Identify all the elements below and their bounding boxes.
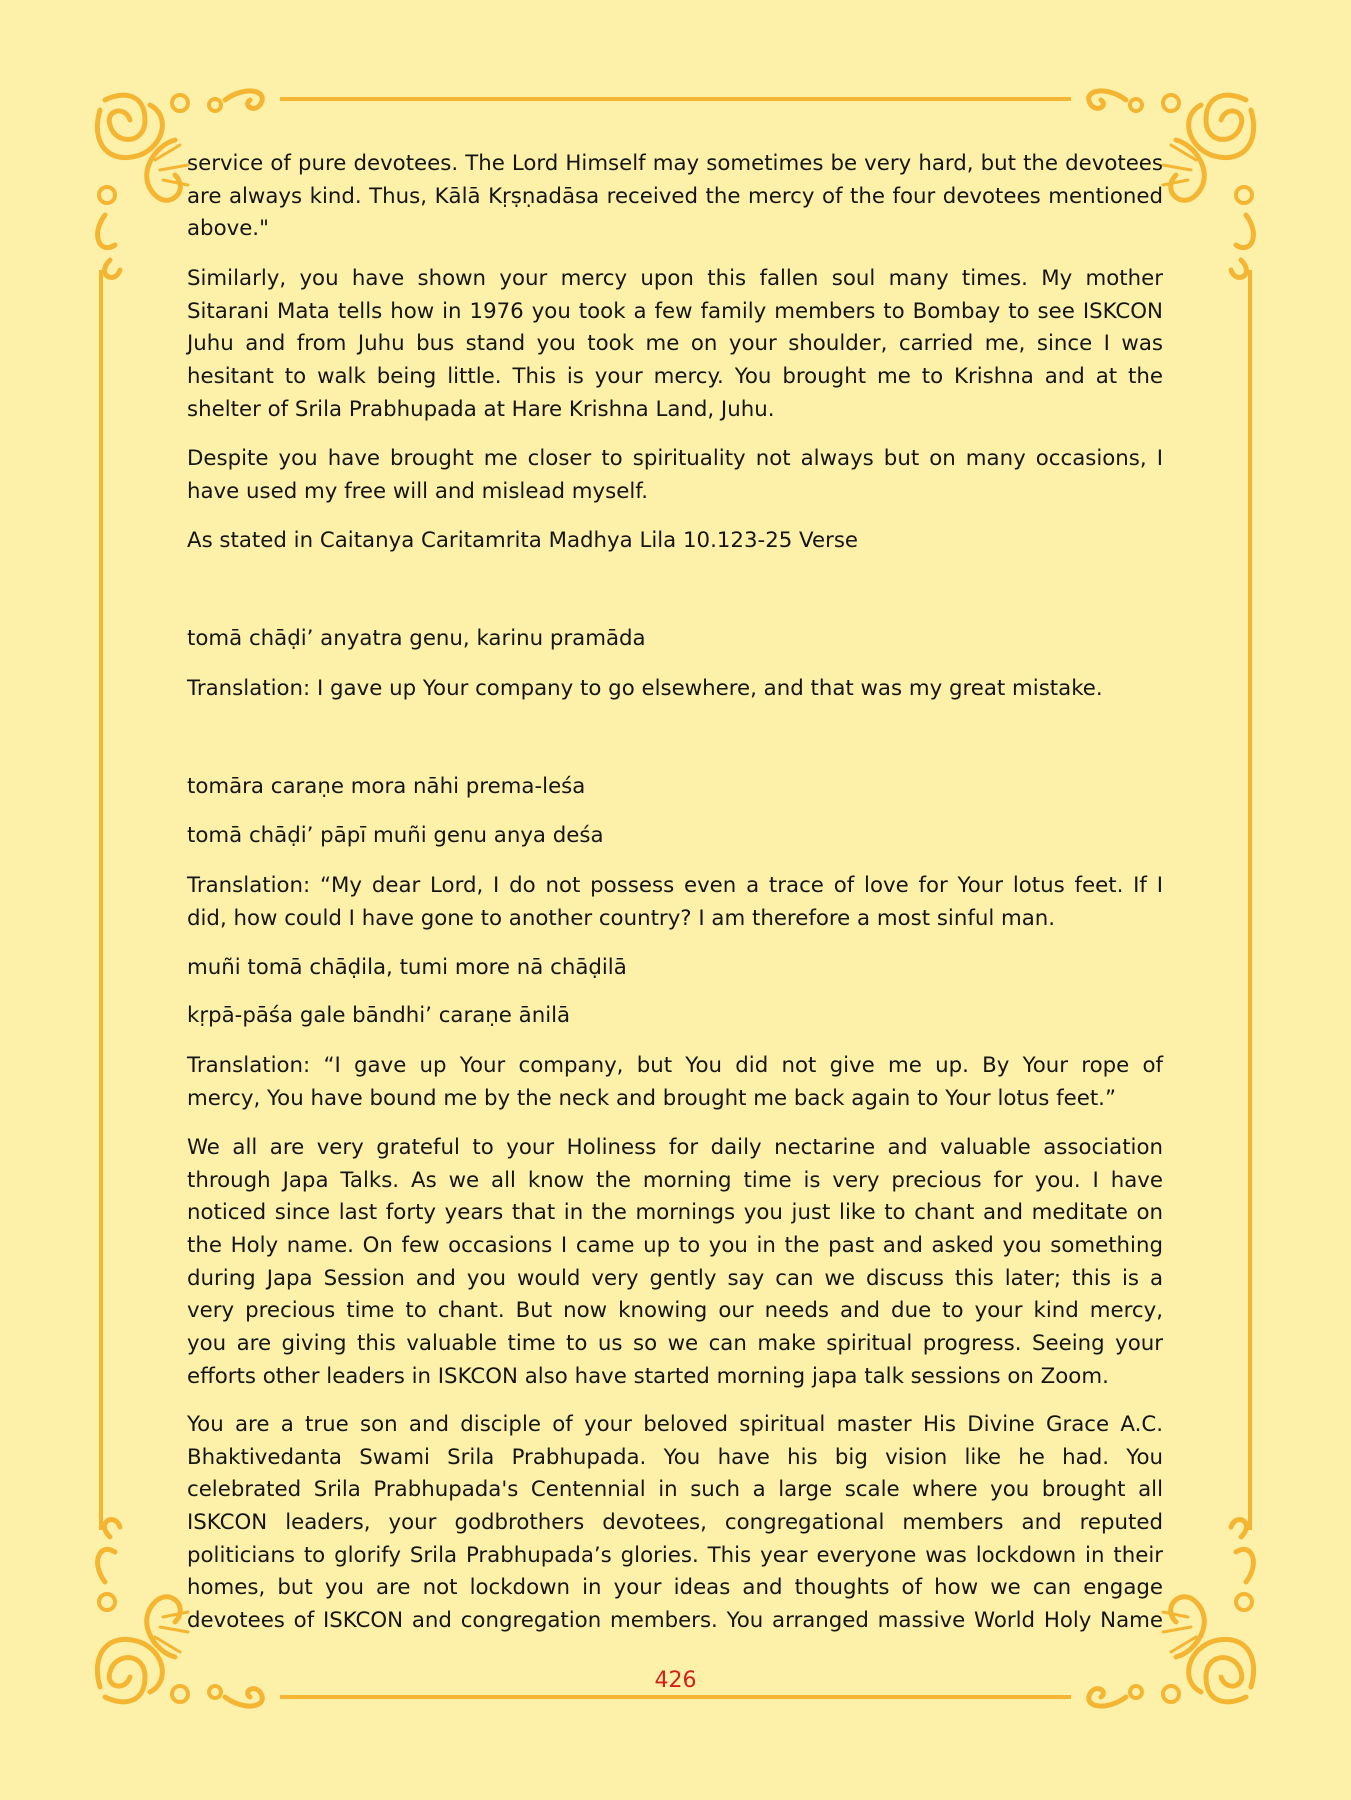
border-bottom	[280, 1695, 1071, 1699]
border-left	[99, 270, 103, 1530]
text-line: through Japa Talks. As we all know the morning time is very precious for you. I have	[187, 1167, 1163, 1193]
text-line: devotees of ISKCON and congregation members. You arranged massive World Holy Name	[187, 1608, 1163, 1634]
verse-translation	[187, 1050, 1163, 1115]
text-line: politicians to glorify Srila Prabhupada’s glories. This year everyone was lockdown in their	[187, 1542, 1163, 1568]
text-line: did, how could I have gone to another country? I am therefore a most sinful man.	[187, 905, 1056, 931]
text-line: As stated in Caitanya Caritamrita Madhya Lila 10.123-25 Verse	[187, 528, 859, 553]
text-line: Bhaktivedanta Swami Srila Prabhupada. You have his big vision like he had. You	[187, 1444, 1163, 1470]
page-number: 426	[654, 1668, 697, 1693]
text-line: homes, but you are not lockdown in your ideas and thoughts of how we can engage	[187, 1575, 1163, 1601]
text-line: We all are very grateful to your Holiness for daily nectarine and valuable association	[187, 1135, 1163, 1160]
paragraph-mercy-story	[187, 263, 1163, 426]
text-line: you are giving this valuable time to us so we can make spiritual progress. Seeing your	[187, 1331, 1163, 1357]
paragraph-continued	[187, 148, 1163, 246]
border-right	[1248, 270, 1252, 1530]
text-line: ISKCON leaders, your godbrothers devotees, congregational members and reputed	[187, 1510, 1163, 1536]
text-line: mercy, You have bound me by the neck and brought me back again to Your lotus feet.”	[187, 1085, 1116, 1111]
border-top	[280, 97, 1071, 101]
text-line: shelter of Srila Prabhupada at Hare Krishna Land, Juhu.	[187, 396, 775, 422]
text-line: efforts other leaders in ISKCON also have started morning japa talk sessions on Zoom.	[187, 1363, 1109, 1389]
verse-translation	[187, 870, 1163, 935]
verse-reference	[187, 525, 1163, 558]
text-line: Translation: “My dear Lord, I do not possess even a trace of love for Your lotus feet. If I	[187, 873, 1163, 898]
text-line: hesitant to walk being little. This is your mercy. You brought me to Krishna and at the	[187, 364, 1163, 390]
text-line: service of pure devotees. The Lord Himself may sometimes be very hard, but the devotees	[187, 151, 1163, 176]
verse-translation	[187, 673, 1163, 706]
text-line: kṛpā-pāśa gale bāndhi’ caraṇe ānilā	[187, 1003, 571, 1028]
text-line: Translation: “I gave up Your company, but You did not give me up. By Your rope of	[187, 1053, 1163, 1078]
text-line: during Japa Session and you would very gently say can we discuss this later; this is a	[187, 1265, 1163, 1291]
verse-line	[187, 952, 1163, 985]
text-line: the Holy name. On few occasions I came up to you in the past and asked you something	[187, 1233, 1163, 1259]
text-line: You are a true son and disciple of your beloved spiritual master His Divine Grace A.C.	[187, 1412, 1163, 1437]
paragraph-japa-talks	[187, 1132, 1163, 1394]
text-line: Sitarani Mata tells how in 1976 you took a few family members to Bombay to see ISKCON	[187, 298, 1163, 324]
text-line: Translation: I gave up Your company to go elsewhere, and that was my great mistake.	[187, 676, 1103, 701]
paragraph-free-will	[187, 443, 1163, 508]
text-line: are always kind. Thus, Kālā Kṛṣṇadāsa received the mercy of the four devotees mentioned	[187, 183, 1163, 209]
text-line: tomā chāḍi’ anyatra genu, karinu pramāda	[187, 626, 646, 651]
text-line: have used my free will and mislead myself.	[187, 478, 648, 504]
verse-line	[187, 1000, 1163, 1033]
verse-line	[187, 820, 1163, 853]
text-line: above."	[187, 216, 269, 242]
text-line: noticed since last forty years that in the mornings you just like to chant and meditate on	[187, 1200, 1163, 1226]
text-line: muñi tomā chāḍila, tumi more nā chāḍilā	[187, 955, 627, 980]
verse-line	[187, 771, 1163, 804]
text-line: tomā chāḍi’ pāpī muñi genu anya deśa	[187, 823, 604, 848]
text-line: Juhu and from Juhu bus stand you took me on your shoulder, carried me, since I was	[187, 331, 1163, 357]
text-line: Despite you have brought me closer to spirituality not always but on many occasions, I	[187, 446, 1163, 471]
text-line: tomāra caraṇe mora nāhi prema-leśa	[187, 774, 586, 799]
text-line: Similarly, you have shown your mercy upon this fallen soul many times. My mother	[187, 266, 1163, 291]
text-line: celebrated Srila Prabhupada's Centennial in such a large scale where you brought all	[187, 1477, 1163, 1503]
paragraph-true-son	[187, 1409, 1163, 1638]
text-line: very precious time to chant. But now knowing our needs and due to your kind mercy,	[187, 1298, 1163, 1324]
verse-line	[187, 623, 1163, 656]
